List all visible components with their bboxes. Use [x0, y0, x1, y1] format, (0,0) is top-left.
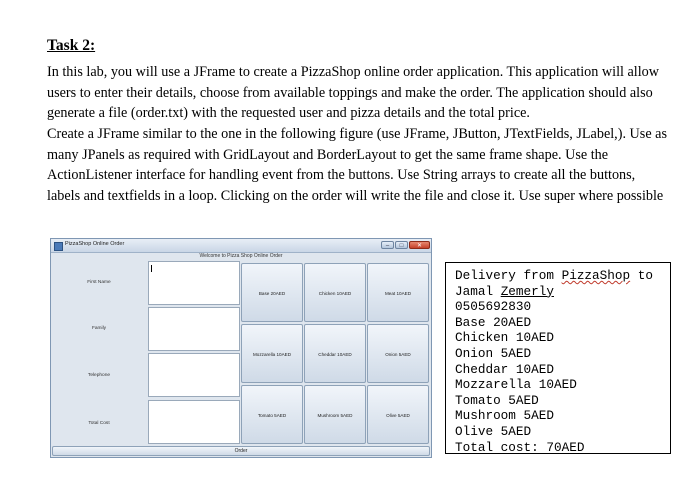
welcome-label: Welcome to Pizza Shop Online Order [199, 253, 283, 259]
close-icon[interactable]: ✕ [409, 241, 430, 249]
intro-paragraph: In this lab, you will use a JFrame to create a PizzaShop online order application. This application will allow users to enter their details, choose from available toppings and make the order. The application should also generate a file (order.txt) with the requested user and pizza details and the total price. [47, 64, 660, 121]
topping-button-cheddar[interactable]: Cheddar 10AED [304, 324, 366, 383]
receipt-line: Mushroom 5AED [455, 408, 554, 424]
topping-button-olive[interactable]: Olive 5AED [367, 385, 429, 444]
field-column [148, 261, 240, 445]
receipt-shop-name: PizzaShop [561, 268, 631, 283]
maximize-icon[interactable]: □ [395, 241, 408, 249]
receipt-line [455, 284, 670, 300]
pizzashop-window-figure [50, 238, 432, 458]
total-cost-label: Total Cost [88, 421, 110, 426]
label-column [51, 261, 147, 445]
receipt-line [455, 268, 670, 284]
text-caret [151, 265, 152, 272]
java-app-icon [54, 242, 63, 251]
order-receipt [445, 262, 671, 454]
receipt-prefix: Delivery from [455, 268, 562, 283]
receipt-line: Olive 5AED [455, 423, 532, 439]
topping-button-onion[interactable]: Onion 5AED [367, 324, 429, 383]
receipt-line: Base 20AED [455, 314, 532, 330]
window-titlebar [51, 239, 431, 253]
receipt-line: Chicken 10AED [455, 330, 554, 346]
total-cost-field[interactable] [148, 400, 240, 444]
window-title: PizzaShop Online Order [65, 241, 125, 247]
topping-button-base[interactable]: Base 20AED [241, 263, 303, 322]
first-name-label: First Name [87, 280, 111, 285]
toppings-grid [241, 261, 431, 445]
order-button[interactable]: Order [52, 446, 430, 456]
receipt-first-name: Jamal [455, 283, 501, 299]
receipt-line: Mozzarella 10AED [455, 377, 577, 393]
receipt-last-name: Zemerly [500, 283, 554, 299]
family-field[interactable] [148, 307, 240, 351]
minimize-icon[interactable]: – [381, 241, 394, 249]
instructions-paragraph: Create a JFrame similar to the one in the following figure (use JFrame, JButton, JTextFields, JLabel,). Use as many JPanels as required with GridLayout and BorderLayout to get the same frame shape. Use the ActionListener interface for handling event from the buttons. Use String arrays to create all the buttons, labels and textfields in a loop. Clicking on the order will write the file and close it. Use super where possible [47, 126, 667, 204]
receipt-line: Tomato 5AED [455, 392, 539, 408]
topping-button-mushroom[interactable]: Mushroom 5AED [304, 385, 366, 444]
receipt-line: Total cost: 70AED [455, 439, 585, 455]
receipt-line: Cheddar 10AED [455, 361, 554, 377]
topping-button-tomato[interactable]: Tomato 5AED [241, 385, 303, 444]
first-name-field[interactable] [148, 261, 240, 305]
receipt-suffix: to [630, 268, 653, 283]
family-label: Family [91, 326, 107, 331]
topping-button-meat[interactable]: Meat 10AED [367, 263, 429, 322]
task-heading: Task 2: [47, 37, 96, 54]
receipt-line: 0505692830 [455, 299, 532, 315]
telephone-field[interactable] [148, 353, 240, 397]
topping-button-chicken[interactable]: Chicken 10AED [304, 263, 366, 322]
receipt-line: Onion 5AED [455, 345, 532, 361]
topping-button-mozzarella[interactable]: Mozzarella 10AED [241, 324, 303, 383]
telephone-label: Telephone [87, 373, 111, 378]
